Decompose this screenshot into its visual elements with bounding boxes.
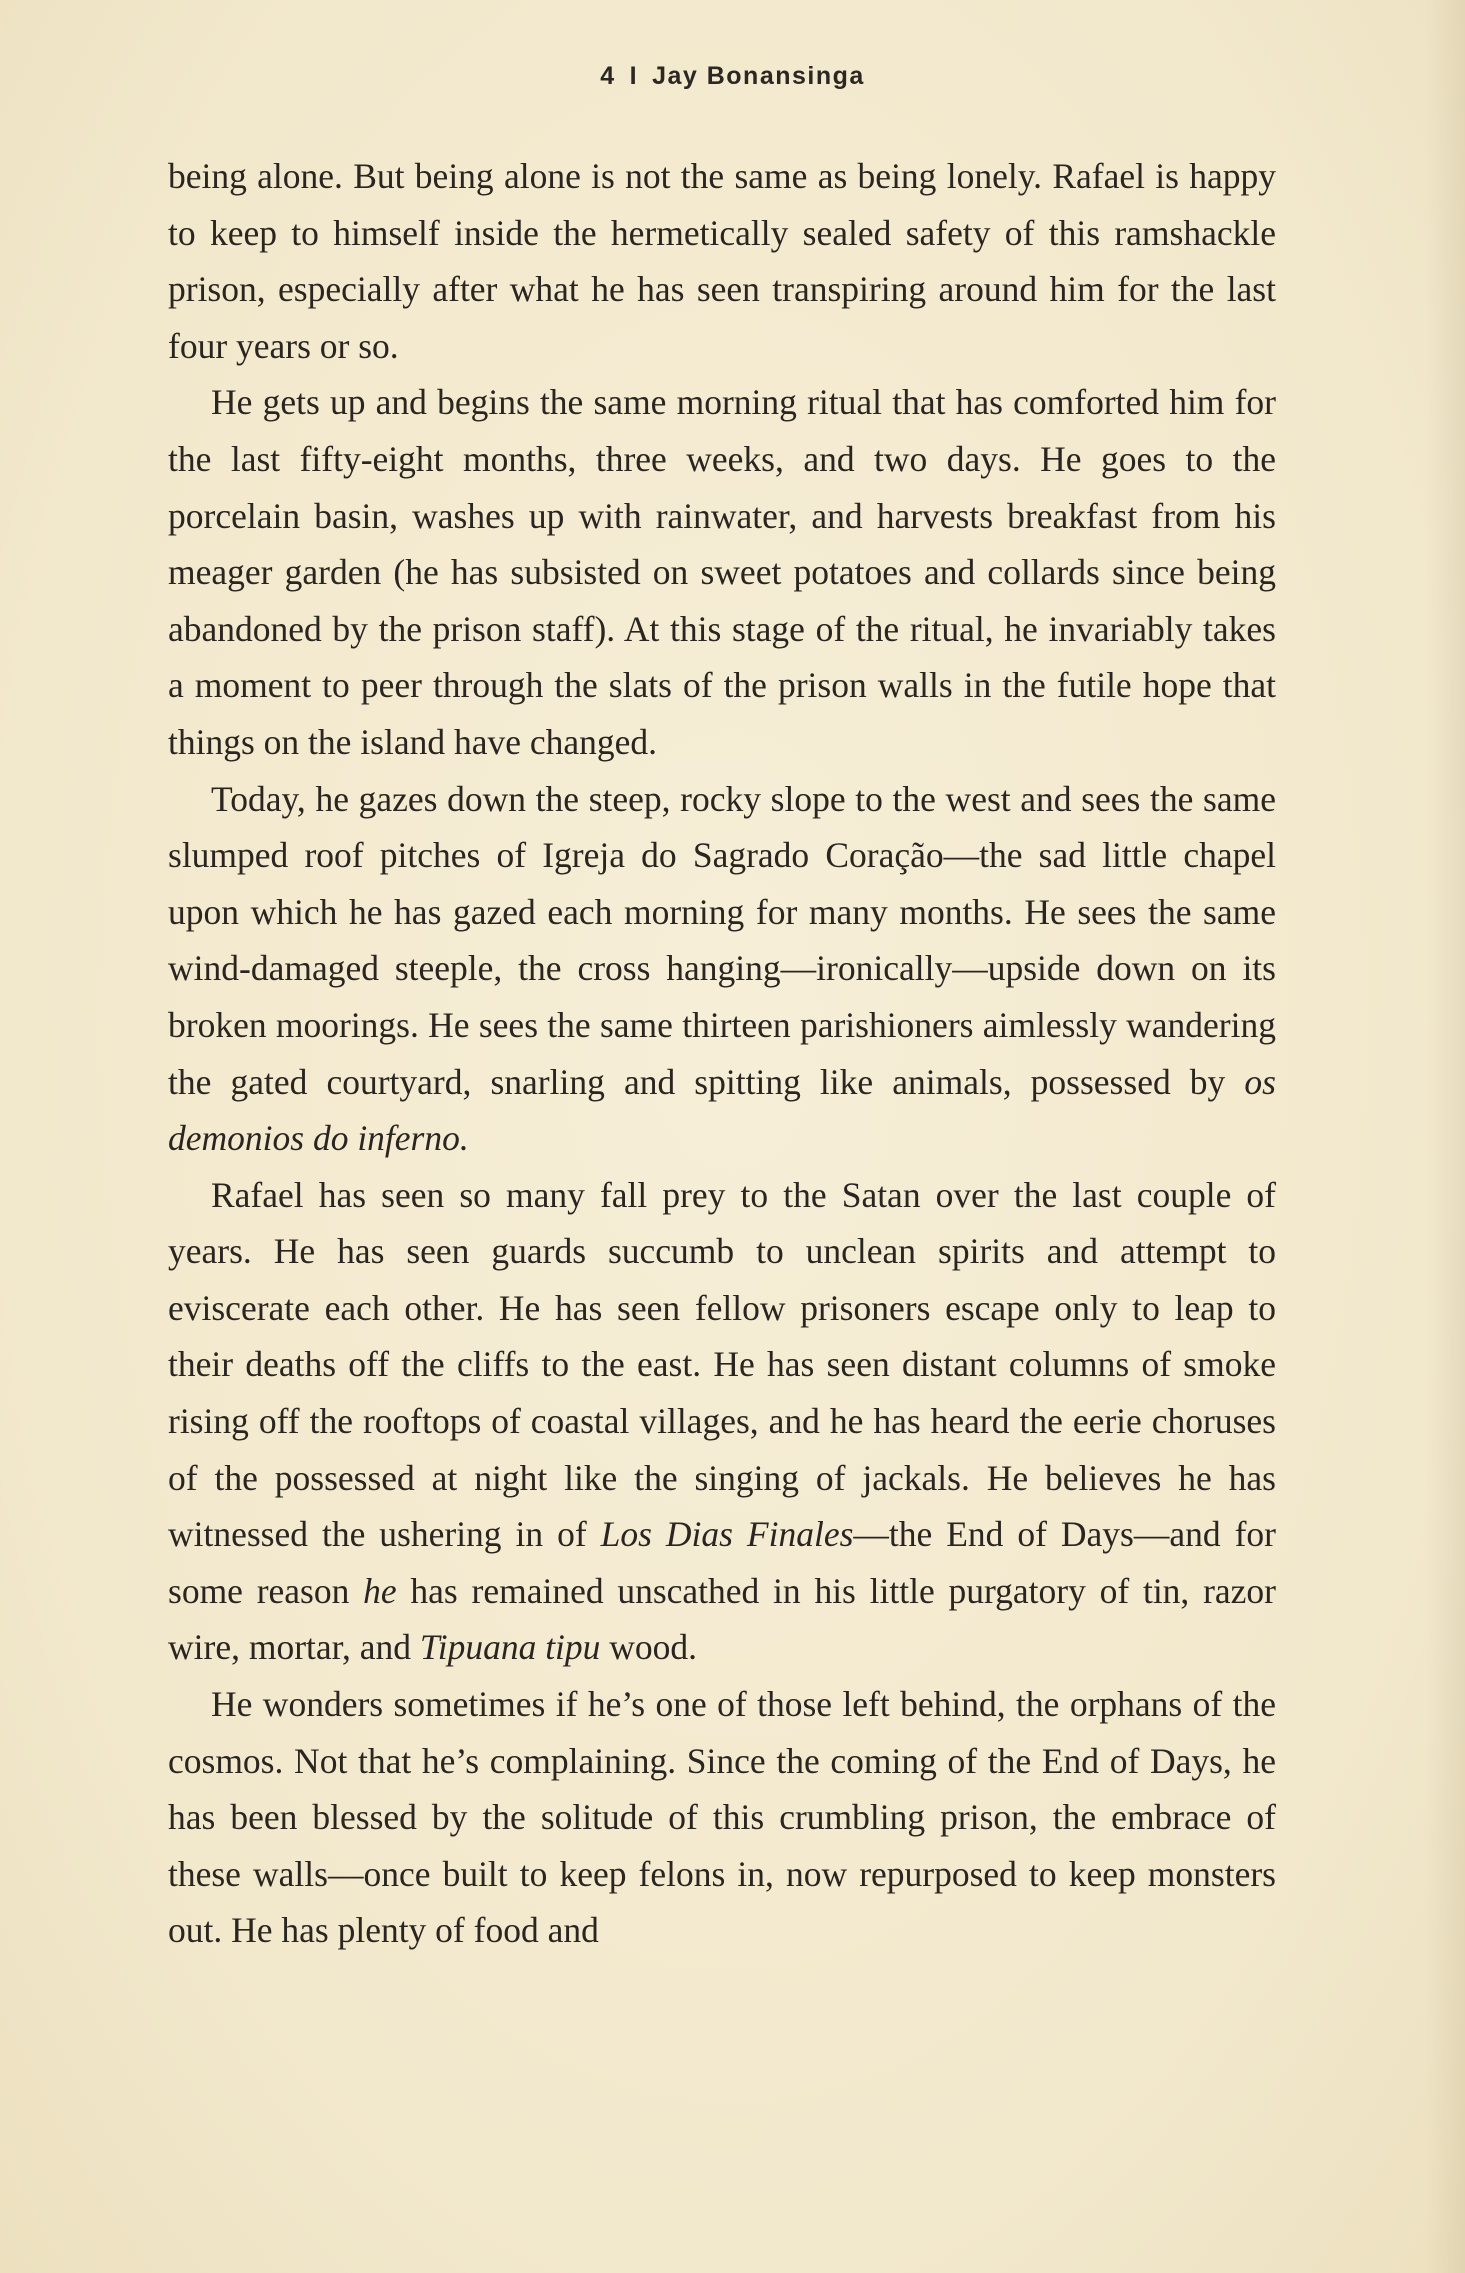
page-number: 4 (600, 62, 616, 90)
paragraph-5 (168, 1676, 1276, 1959)
body-text (168, 148, 1276, 1959)
paragraph-2-text: He gets up and begins the same morning ritual that has comforted him for the last fifty-eight months, three weeks, and two days. He goes to the porcelain basin, washes up with rainwater, and harvests breakfast from his meager garden (he has subsisted on sweet potatoes and collards since being abandoned by the prison staff). At this stage of the ritual, he invariably takes a moment to peer through the slats of the prison walls in the futile hope that things on the island have changed. (168, 382, 1276, 762)
paragraph-5-text: He wonders sometimes if he’s one of those left behind, the orphans of the cosmos. Not that he’s complaining. Since the coming of the End of Days, he has been blessed by the solitude of this crumbling prison, the embrace of these walls—once built to keep felons in, now repurposed to keep monsters out. He has plenty of food and (168, 1684, 1276, 1951)
paragraph-3 (168, 771, 1276, 1167)
header-separator: I (629, 62, 639, 90)
paragraph-4-italic-1: Los Dias Finales (600, 1514, 854, 1555)
paragraph-4-text-b: —the End of Days—and for some reason (168, 1514, 1276, 1611)
paragraph-1-text: being alone. But being alone is not the same as being lonely. Rafael is happy to keep to himself inside the hermetically sealed safety of this ramshackle prison, especially after what he has seen transpiring around him for the last four years or so. (168, 156, 1276, 366)
paragraph-1 (168, 148, 1276, 374)
paragraph-4-text-c: has remained unscathed in his little purgatory of tin, razor wire, mortar, and (168, 1570, 1276, 1668)
page-edge-shadow (1425, 0, 1465, 2273)
paragraph-3-text: Today, he gazes down the steep, rocky slope to the west and sees the same slumped roof pitches of Igreja do Sagrado Coração—the sad little chapel upon which he has gazed each morning for many months. He sees the same wind-damaged steeple, the cross hanging—ironically—upside down on its broken moorings. He sees the same thirteen parishioners aimlessly wandering the gated courtyard, snarling and spitting like animals, possessed by (168, 778, 1276, 1102)
paragraph-4-italic-2: he (363, 1570, 397, 1611)
paragraph-3-italic: os demonios do inferno. (168, 1061, 1276, 1159)
paragraph-4 (168, 1167, 1276, 1676)
paragraph-4-italic-3: Tipuana tipu (419, 1627, 601, 1668)
paragraph-2 (168, 374, 1276, 770)
paragraph-4-text-a: Rafael has seen so many fall prey to the Satan over the last couple of years. He has seen guards succumb to unclean spirits and attempt to eviscerate each other. He has seen fellow prisoners escape only to leap to their deaths off the cliffs to the east. He has seen distant columns of smoke rising off the rooftops of coastal villages, and he has heard the eerie choruses of the possessed at night like the singing of jackals. He believes he has witnessed the ushering in of (168, 1174, 1276, 1555)
paragraph-4-text-d: wood. (600, 1627, 698, 1668)
author-name: Jay Bonansinga (652, 62, 865, 90)
running-header (0, 62, 1465, 91)
